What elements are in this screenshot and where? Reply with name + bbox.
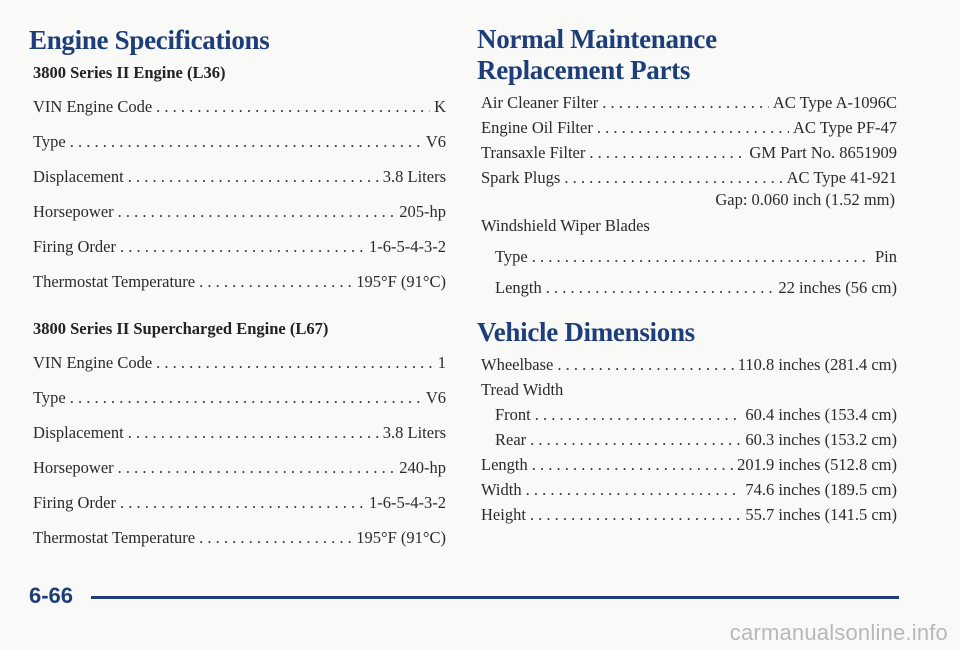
dot-leader <box>602 90 769 115</box>
tread-width-heading: Tread Width <box>481 380 564 399</box>
wiper-row <box>477 244 897 269</box>
dimension-value: 201.9 inches (512.8 cm) <box>737 455 897 474</box>
spec-value: V6 <box>425 132 446 151</box>
dimension-label: Wheelbase <box>481 355 554 374</box>
spec-value: 195°F (91°C) <box>356 272 446 291</box>
wiper-value: 22 inches (56 cm) <box>778 278 897 297</box>
spec-row <box>29 194 446 229</box>
spec-row <box>29 520 446 555</box>
spec-row <box>29 450 446 485</box>
dot-leader <box>530 502 741 527</box>
part-value: AC Type A-1096C <box>772 93 897 112</box>
spec-label: Thermostat Temperature <box>33 272 196 291</box>
dot-leader <box>118 450 396 485</box>
dot-leader <box>564 165 782 190</box>
maintenance-and-dimensions-column <box>477 24 897 527</box>
spark-plug-gap: Gap: 0.060 inch (1.52 mm) <box>715 190 895 209</box>
wiper-blades-heading: Windshield Wiper Blades <box>481 216 650 235</box>
spec-row <box>29 89 446 124</box>
spec-label: Type <box>33 132 66 151</box>
spec-row <box>29 380 446 415</box>
wiper-row <box>477 275 897 300</box>
dimension-value: 60.4 inches (153.4 cm) <box>745 405 897 424</box>
spec-value: 1 <box>437 353 446 372</box>
dot-leader <box>557 352 733 377</box>
dot-leader <box>526 477 742 502</box>
engine-l67-heading: 3800 Series II Supercharged Engine (L67) <box>33 319 329 338</box>
wiper-value: Pin <box>874 247 897 266</box>
footer-rule <box>91 596 899 599</box>
page-number: 6-66 <box>29 583 74 608</box>
dimension-label: Width <box>481 480 522 499</box>
part-label: Air Cleaner Filter <box>481 93 599 112</box>
spec-label: Displacement <box>33 167 124 186</box>
watermark: carmanualsonline.info <box>729 620 948 645</box>
dimension-value: 74.6 inches (189.5 cm) <box>745 480 897 499</box>
dot-leader <box>156 89 430 124</box>
part-row <box>477 140 897 165</box>
wiper-label: Length <box>495 278 542 297</box>
dimension-row <box>477 502 897 527</box>
page-footer <box>29 581 899 611</box>
part-value: AC Type PF-47 <box>793 118 897 137</box>
dot-leader <box>70 124 422 159</box>
dot-leader <box>535 402 742 427</box>
spec-value: 240-hp <box>399 458 446 477</box>
part-label: Spark Plugs <box>481 168 561 187</box>
engine-specifications-column <box>29 24 446 555</box>
spec-row <box>29 345 446 380</box>
spec-value: 205-hp <box>399 202 446 221</box>
spec-row <box>29 264 446 299</box>
replacement-parts-list <box>477 90 897 300</box>
spec-label: Firing Order <box>33 493 116 512</box>
part-row <box>477 115 897 140</box>
part-value: GM Part No. 8651909 <box>749 143 897 162</box>
vehicle-dimensions-title: Vehicle Dimensions <box>477 317 695 347</box>
dimension-row <box>477 402 897 427</box>
dot-leader <box>120 229 365 264</box>
engine-l36-spec-list <box>29 89 446 299</box>
spec-row <box>29 415 446 450</box>
dot-leader <box>589 140 745 165</box>
engine-l36-heading: 3800 Series II Engine (L36) <box>33 63 226 82</box>
dimension-value: 110.8 inches (281.4 cm) <box>737 355 897 374</box>
vehicle-dimensions-list <box>477 352 897 527</box>
dot-leader <box>199 520 352 555</box>
dot-leader <box>532 244 871 269</box>
spec-value: 195°F (91°C) <box>356 528 446 547</box>
part-row <box>477 165 897 190</box>
dot-leader <box>128 415 379 450</box>
dot-leader <box>532 452 733 477</box>
dimension-row <box>477 427 897 452</box>
maintenance-title-line1: Normal Maintenance <box>477 24 717 54</box>
maintenance-title-line2: Replacement Parts <box>477 55 691 85</box>
spec-value: 3.8 Liters <box>382 423 446 442</box>
spec-row <box>29 124 446 159</box>
dimension-row <box>477 452 897 477</box>
dot-leader <box>118 194 396 229</box>
engine-specifications-title: Engine Specifications <box>29 25 270 55</box>
part-row <box>477 90 897 115</box>
spec-value: 3.8 Liters <box>382 167 446 186</box>
dimension-row <box>477 477 897 502</box>
part-value: AC Type 41-921 <box>786 168 897 187</box>
dimension-label: Length <box>481 455 528 474</box>
dot-leader <box>597 115 789 140</box>
dimension-row <box>477 352 897 377</box>
spec-label: Thermostat Temperature <box>33 528 196 547</box>
dot-leader <box>199 264 352 299</box>
spec-label: Horsepower <box>33 458 114 477</box>
spec-row <box>29 159 446 194</box>
spec-row <box>29 485 446 520</box>
dot-leader <box>546 275 775 300</box>
part-label: Transaxle Filter <box>481 143 586 162</box>
dimension-label: Height <box>481 505 526 524</box>
spec-value: V6 <box>425 388 446 407</box>
dot-leader <box>156 345 434 380</box>
spec-label: Horsepower <box>33 202 114 221</box>
spec-label: Firing Order <box>33 237 116 256</box>
spec-value: K <box>434 97 446 116</box>
dimension-label: Rear <box>495 430 527 449</box>
spec-value: 1-6-5-4-3-2 <box>369 237 446 256</box>
dimension-label: Front <box>495 405 531 424</box>
dot-leader <box>128 159 379 194</box>
spec-label: VIN Engine Code <box>33 97 153 116</box>
engine-l67-spec-list <box>29 345 446 555</box>
spec-label: VIN Engine Code <box>33 353 153 372</box>
spec-label: Displacement <box>33 423 124 442</box>
dimension-value: 60.3 inches (153.2 cm) <box>745 430 897 449</box>
part-label: Engine Oil Filter <box>481 118 593 137</box>
spec-label: Type <box>33 388 66 407</box>
spec-row <box>29 229 446 264</box>
dot-leader <box>70 380 422 415</box>
spec-value: 1-6-5-4-3-2 <box>369 493 446 512</box>
wiper-label: Type <box>495 247 528 266</box>
dimension-value: 55.7 inches (141.5 cm) <box>745 505 897 524</box>
dot-leader <box>530 427 741 452</box>
dot-leader <box>120 485 365 520</box>
